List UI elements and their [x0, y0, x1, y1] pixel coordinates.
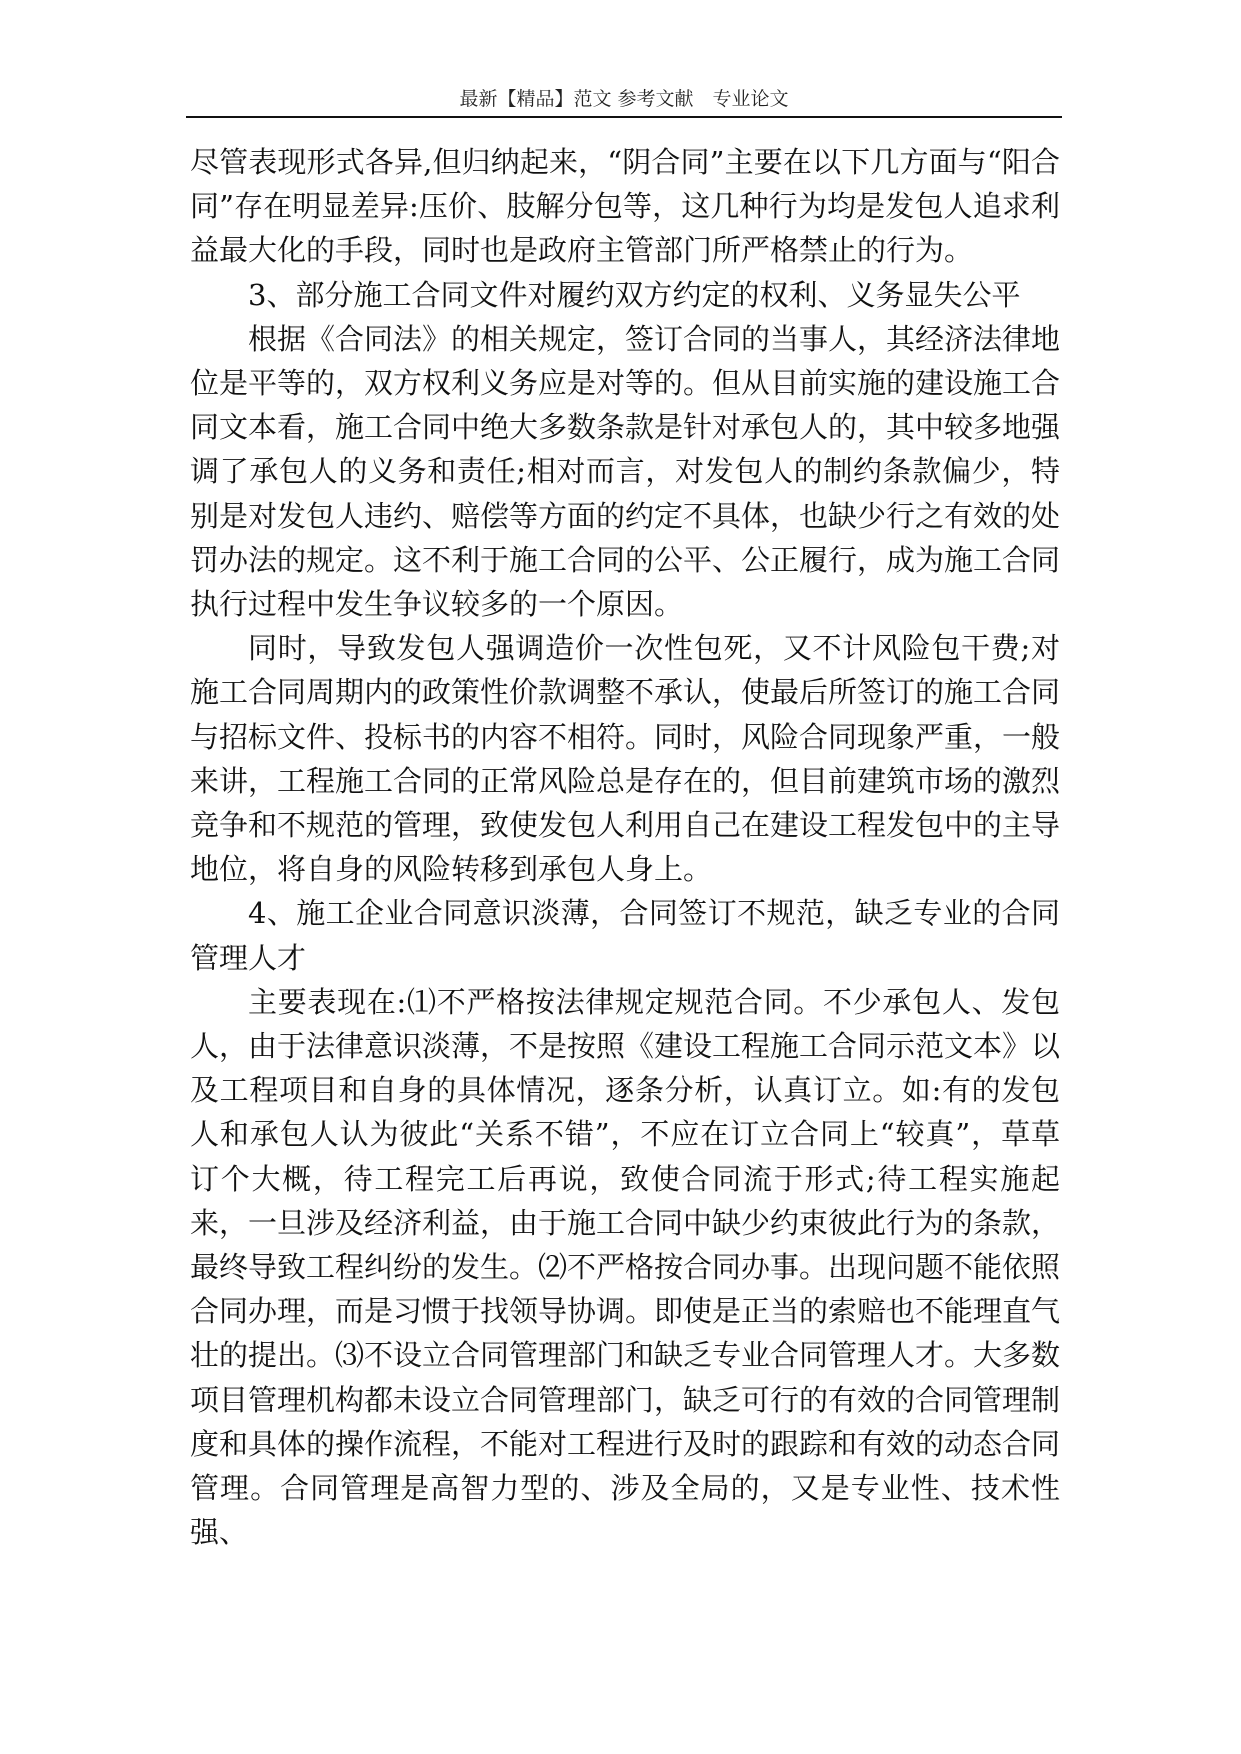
- section-heading-3: 3、部分施工合同文件对履约双方约定的权利、义务显失公平: [248, 277, 1021, 312]
- paragraph-2: 根据《合同法》的相关规定，签订合同的当事人，其经济法律地位是平等的，双方权利义务应是对等的。但从目前实施的建设施工合同文本看，施工合同中绝大多数条款是针对承包人的，其中较多地强调了承包人的义务和责任;相对而言，对发包人的制约条款偏少，特别是对发包人违约、赔偿等方面的约定不具体，也缺少行之有效的处罚办法的规定。这不利于施工合同的公平、公正履行，成为施工合同执行过程中发生争议较多的一个原因。: [190, 321, 1061, 622]
- page-header: [186, 86, 1062, 118]
- header-text: 最新【精品】范文 参考文献 专业论文: [459, 88, 789, 110]
- paragraph-1: 尽管表现形式各异,但归纳起来，“阴合同”主要在以下几方面与“阳合同”存在明显差异:压价、肢解分包等，这几种行为均是发包人追求利益最大化的手段，同时也是政府主管部门所严格禁止的行为。: [190, 145, 1060, 268]
- paragraph-4: 主要表现在:⑴不严格按法律规定规范合同。不少承包人、发包人，由于法律意识淡薄，不是按照《建设工程施工合同示范文本》以及工程项目和自身的具体情况，逐条分析，认真订立。如:有的发包人和承包人认为彼此“关系不错”，不应在订立合同上“较真”，草草订个大概，待工程完工后再说，致使合同流于形式;待工程实施起来，一旦涉及经济利益，由于施工合同中缺少约束彼此行为的条款，最终导致工程纠纷的发生。⑵不严格按合同办事。出现问题不能依照合同办理，而是习惯于找领导协调。即使是正当的索赔也不能理直气壮的提出。⑶不设立合同管理部门和缺乏专业合同管理人才。大多数项目管理机构都未设立合同管理部门，缺乏可行的有效的合同管理制度和具体的操作流程，不能对工程进行及时的跟踪和有效的动态合同管理。合同管理是高智力型的、涉及全局的，又是专业性、技术性强、: [190, 984, 1061, 1550]
- paragraph-3: 同时，导致发包人强调造价一次性包死，又不计风险包干费;对施工合同周期内的政策性价款调整不承认，使最后所签订的施工合同与招标文件、投标书的内容不相符。同时，风险合同现象严重，一般来讲，工程施工合同的正常风险总是存在的，但目前建筑市场的激烈竞争和不规范的管理，致使发包人利用自己在建设工程发包中的主导地位，将自身的风险转移到承包人身上。: [190, 631, 1061, 887]
- section-heading-4: 4、施工企业合同意识淡薄，合同签订不规范，缺乏专业的合同管理人才: [190, 896, 1060, 975]
- document-body: [190, 140, 1060, 1555]
